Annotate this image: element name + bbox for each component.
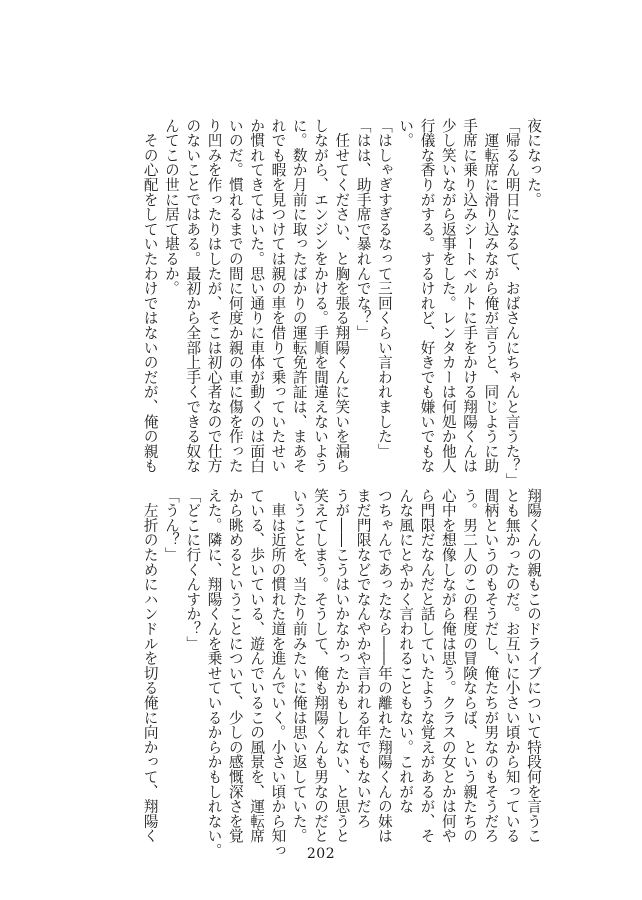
text-line: 手席に乗り込みシートベルトに手をかける翔陽くんは	[461, 118, 479, 474]
text-line: 「帰るん明日になるて、おばさんにちゃんと言うた？」	[503, 118, 521, 488]
text-line: か慣れてきてはいた。思い通りに車体が動くのは面白	[248, 118, 266, 474]
text-line: 行儀な香りがする。するけれど、好きでも嫌いでもな	[418, 118, 436, 474]
text-line: 間柄というのもそうだし、俺たちが男なのもそうだろ	[482, 488, 500, 844]
text-line: まだ門限などでなんやかや言われる年でもないだろ	[354, 488, 372, 829]
text-line: 笑えてしまう。そうして、俺も翔陽くんも男なのだと	[312, 488, 330, 844]
text-line: 「どこに行くんすか？」	[184, 488, 202, 651]
text-line: いうことを、当たり前みたいに俺は思い返していた。	[290, 488, 308, 844]
text-line: 「はしゃぎすぎるなって三回くらい言われました」	[375, 118, 393, 459]
text-line: 翔陽くんの親もこのドライブについて特段何を言うこ	[525, 488, 542, 844]
text-line: い。	[397, 118, 415, 148]
page-number: 202	[306, 846, 336, 862]
text-line: 心中を想像しながら俺は思う。クラスの女とかは何や	[439, 488, 457, 844]
text-line: しながら、エンジンをかける。手順を間違えないよう	[312, 118, 330, 474]
text-line: つちゃんであったなら――年の離れた翔陽くんの妹は	[375, 488, 393, 844]
text-line: のないことではある。最初から全部上手くできる奴な	[184, 118, 202, 474]
text-line: 「はは、助手席で暴れんでな？」	[354, 118, 372, 340]
text-line: んてこの世に居て堪るか。	[162, 118, 180, 296]
text-line: に。数か月前に取ったばかりの運転免許証は、まあそ	[290, 118, 308, 474]
text-line: から眺めるということについて、少しの感慨深さを覚	[226, 488, 244, 844]
text-line: 任せてください、と胸を張る翔陽くんに笑いを漏ら	[333, 118, 351, 474]
text-line: 「うん？」	[162, 488, 180, 562]
text-line: とも無かったのだ。お互いに小さい頃から知っている	[503, 488, 521, 844]
text-line: えた。隣に、翔陽くんを乗せているからかもしれない。	[205, 488, 223, 858]
text-line: ている、歩いている、遊んでいるこの風景を、運転席	[248, 488, 266, 844]
text-line: いのだ。慣れるまでの間に何度か親の車に傷を作った	[226, 118, 244, 474]
text-line: れでも暇を見つけては親の車を借りて乗っていたせい	[269, 118, 287, 474]
text-line: り凹みを作ったりはしたが、そこは初心者なので仕方	[205, 118, 223, 474]
text-line: うが――こうはいかなかったかもしれない、と思うと	[333, 488, 351, 844]
text-line: 少し笑いながら返事をした。レンタカーは何処か他人	[439, 118, 457, 474]
text-line: う。男二人のこの程度の冒険ならば、という親たちの	[461, 488, 479, 844]
text-block-upper	[139, 118, 544, 488]
text-line: 左折のためにハンドルを切る俺に向かって、翔陽く	[141, 488, 159, 844]
text-line: んな風にとやかく言われることもない。これがな	[397, 488, 415, 814]
text-line: ら門限だなんだと話していたような覚えがあるが、そ	[418, 488, 436, 844]
text-line: 夜になった。	[525, 118, 542, 207]
text-line: その心配をしていたわけではないのだが、俺の親も	[141, 118, 159, 474]
text-line: 運転席に滑り込みながら俺が言うと、同じように助	[482, 118, 500, 474]
text-line: 車は近所の慣れた道を進んでいく。小さい頃から知っ	[269, 488, 287, 858]
